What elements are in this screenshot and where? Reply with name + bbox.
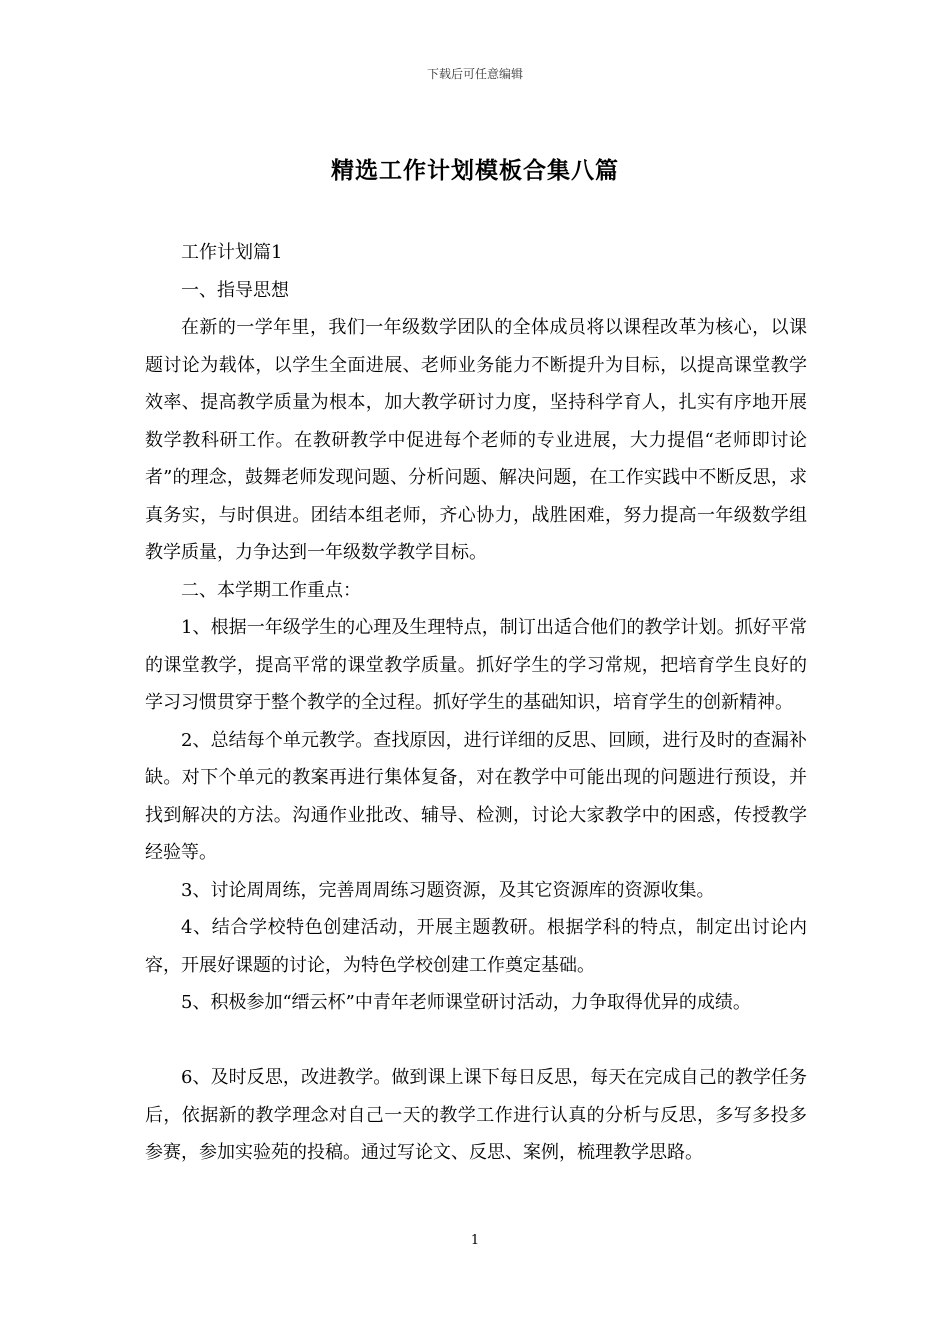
paragraph-item-4: 4、结合学校特色创建活动，开展主题教研。根据学科的特点，制定出讨论内容，开展好课题的讨论，为特色学校创建工作奠定基础。 <box>145 917 807 976</box>
paragraph-item-2: 2、总结每个单元教学。查找原因，进行详细的反思、回顾，进行及时的查漏补缺。对下个单元的教案再进行集体复备，对在教学中可能出现的问题进行预设，并找到解决的方法。沟通作业批改、辅导、检测，讨论大家教学中的困惑，传授教学经验等。 <box>145 729 807 863</box>
paragraph-item-5: 5、积极参加“缙云杯”中青年老师课堂研讨活动，力争取得优异的成绩。 <box>181 992 751 1013</box>
document-body <box>145 234 807 1172</box>
page-header-note: 下载后可任意编辑 <box>426 67 523 81</box>
heading-semester-focus: 二、本学期工作重点： <box>181 579 361 601</box>
heading-guiding-thought: 一、指导思想 <box>181 279 289 301</box>
section-heading-plan-1: 工作计划篇1 <box>181 242 283 263</box>
document-title: 精选工作计划模板合集八篇 <box>331 157 619 184</box>
page-number: 1 <box>470 1233 480 1248</box>
paragraph-item-3: 3、讨论周周练，完善周周练习题资源，及其它资源库的资源收集。 <box>181 879 715 901</box>
paragraph-guiding-thought: 在新的一学年里，我们一年级数学团队的全体成员将以课程改革为核心，以课题讨论为载体，以学生全面进展、老师业务能力不断提升为目标，以提高课堂教学效率、提高教学质量为根本，加大教学研讨力度，坚持科学育人，扎实有序地开展数学教科研工作。在教研教学中促进每个老师的专业进展，大力提倡“老师即讨论者”的理念，鼓舞老师发现问题、分析问题、解决问题，在工作实践中不断反思，求真务实，与时俱进。团结本组老师，齐心协力，战胜困难，努力提高一年级数学组教学质量，力争达到一年级数学教学目标。 <box>145 317 807 563</box>
paragraph-spacer <box>145 1022 807 1060</box>
paragraph-item-6: 6、及时反思，改进教学。做到课上课下每日反思，每天在完成自己的教学任务后，依据新的教学理念对自己一天的教学工作进行认真的分析与反思，多写多投多参赛，参加实验苑的投稿。通过写论文、反思、案例，梳理教学思路。 <box>145 1067 807 1163</box>
paragraph-item-1: 1、根据一年级学生的心理及生理特点，制订出适合他们的教学计划。抓好平常的课堂教学，提高平常的课堂教学质量。抓好学生的学习常规，把培育学生良好的学习习惯贯穿于整个教学的全过程。抓好学生的基础知识，培育学生的创新精神。 <box>145 617 807 713</box>
